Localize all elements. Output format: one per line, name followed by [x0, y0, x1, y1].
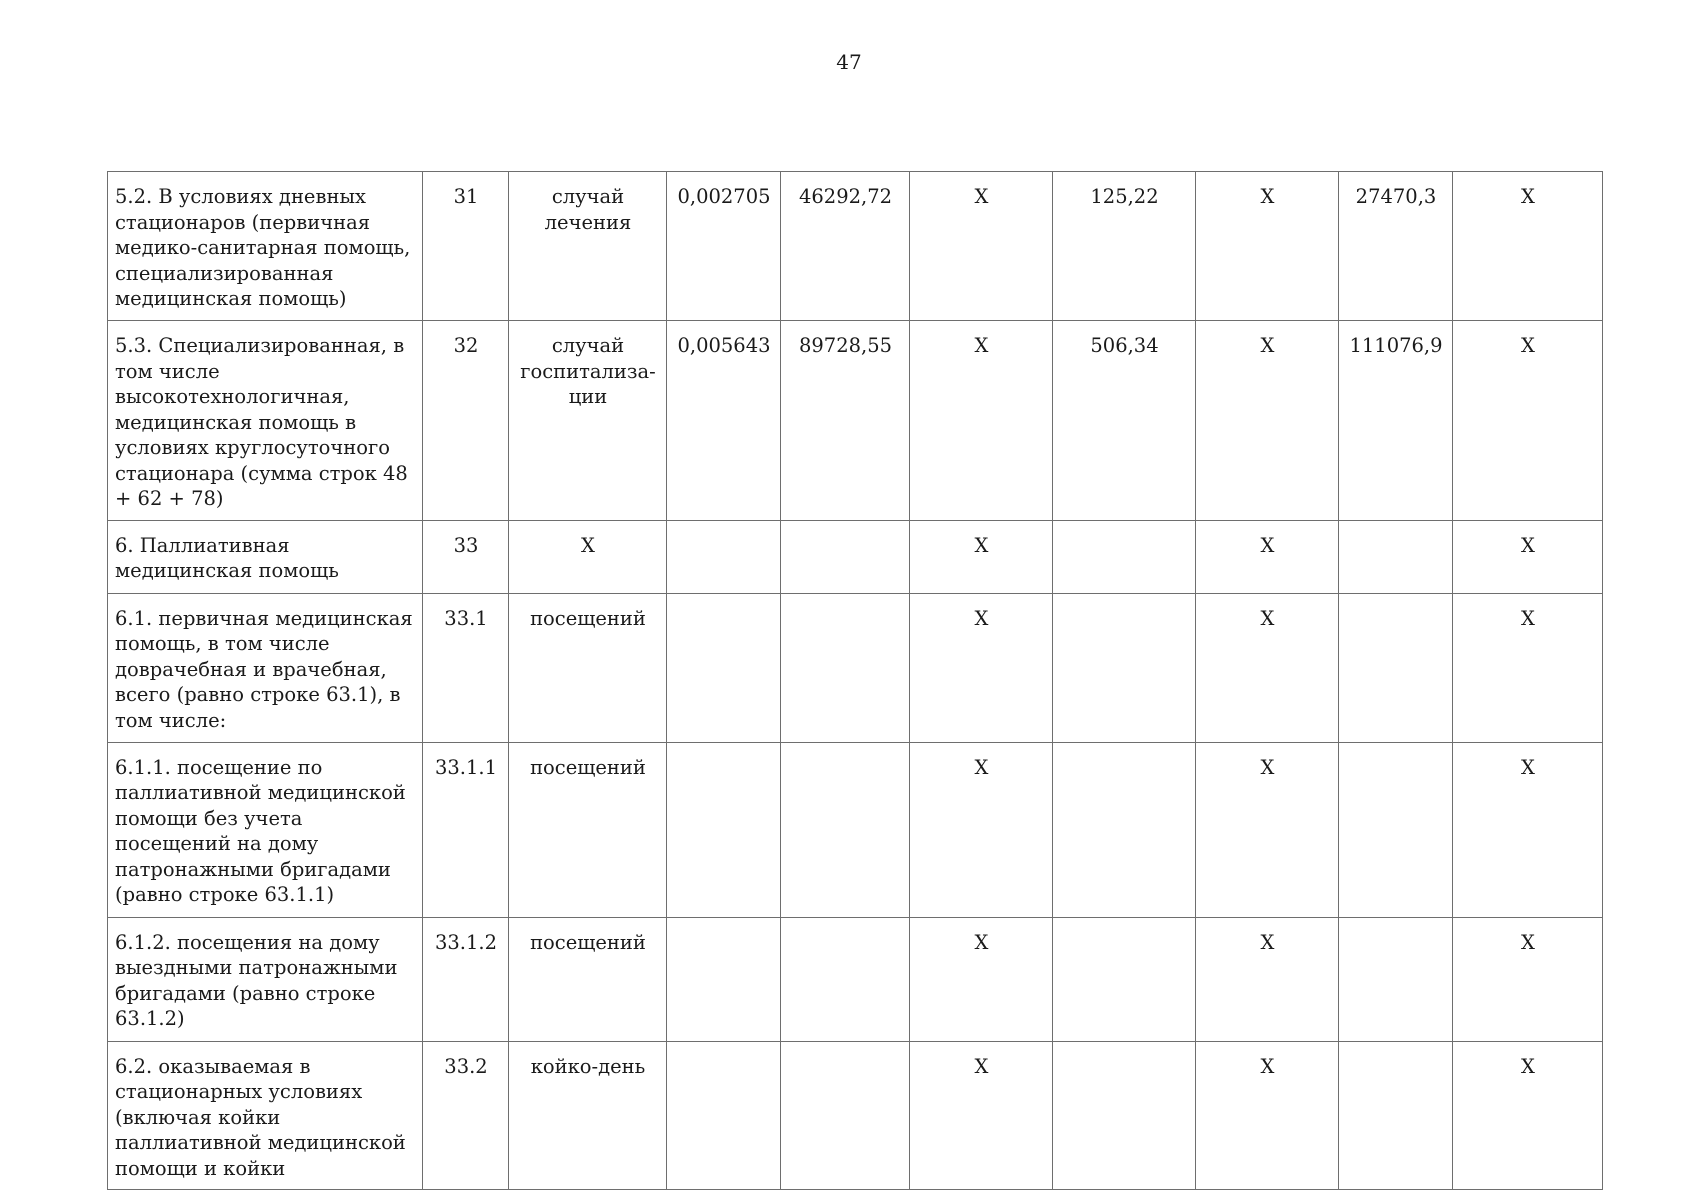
row-cell	[1339, 742, 1453, 917]
row-cell	[667, 917, 781, 1041]
row-unit: случай госпитализа- ции	[509, 321, 667, 521]
row-unit: посещений	[509, 593, 667, 742]
row-cell	[1053, 1041, 1196, 1190]
row-line-number: 33.1	[423, 593, 509, 742]
row-cell: 0,002705	[667, 172, 781, 321]
row-cell	[781, 520, 910, 593]
row-line-number: 33.2	[423, 1041, 509, 1190]
table-row	[108, 520, 1603, 593]
row-cell	[1053, 917, 1196, 1041]
row-cell	[1339, 917, 1453, 1041]
row-cell	[1053, 742, 1196, 917]
row-cell	[1339, 1041, 1453, 1190]
row-cell	[781, 1041, 910, 1190]
data-table	[107, 171, 1603, 1190]
row-cell	[1053, 520, 1196, 593]
row-line-number: 33.1.1	[423, 742, 509, 917]
row-description: 5.2. В условиях дневных стационаров (первичная медико-санитарная помощь, специализированная медицинская помощь)	[108, 172, 423, 321]
row-description: 6. Паллиативная медицинская помощь	[108, 520, 423, 593]
table-row	[108, 593, 1603, 742]
row-cell	[781, 593, 910, 742]
row-unit: посещений	[509, 742, 667, 917]
row-cell: 27470,3	[1339, 172, 1453, 321]
row-description: 6.2. оказываемая в стационарных условиях (включая койки паллиативной медицинской помощи и койки	[108, 1041, 423, 1190]
row-line-number: 33	[423, 520, 509, 593]
table-row	[108, 1041, 1603, 1190]
row-cell	[1339, 593, 1453, 742]
row-cell: X	[1453, 321, 1603, 521]
row-unit: X	[509, 520, 667, 593]
row-cell: X	[1453, 520, 1603, 593]
row-cell: X	[1196, 593, 1339, 742]
row-cell: X	[1453, 172, 1603, 321]
row-cell: X	[910, 917, 1053, 1041]
row-description: 6.1. первичная медицинская помощь, в том числе доврачебная и врачебная, всего (равно строке 63.1), в том числе:	[108, 593, 423, 742]
row-cell: X	[1196, 742, 1339, 917]
row-description: 5.3. Специализированная, в том числе высокотехнологичная, медицинская помощь в условиях круглосуточного стационара (сумма строк 48 + 62 + 78)	[108, 321, 423, 521]
row-unit: койко-день	[509, 1041, 667, 1190]
row-cell: X	[1196, 172, 1339, 321]
row-description: 6.1.1. посещение по паллиативной медицинской помощи без учета посещений на дому патронажными бригадами (равно строке 63.1.1)	[108, 742, 423, 917]
table-body	[108, 172, 1603, 1190]
table-row	[108, 917, 1603, 1041]
row-cell: X	[910, 172, 1053, 321]
table-row	[108, 172, 1603, 321]
row-cell: 506,34	[1053, 321, 1196, 521]
table-row	[108, 742, 1603, 917]
row-cell	[667, 520, 781, 593]
row-cell: X	[910, 742, 1053, 917]
row-cell: X	[1453, 742, 1603, 917]
row-line-number: 33.1.2	[423, 917, 509, 1041]
row-line-number: 31	[423, 172, 509, 321]
row-cell: X	[1453, 917, 1603, 1041]
row-cell: 89728,55	[781, 321, 910, 521]
row-cell: 0,005643	[667, 321, 781, 521]
row-cell: X	[1196, 1041, 1339, 1190]
row-cell	[667, 742, 781, 917]
row-cell: 46292,72	[781, 172, 910, 321]
table-row	[108, 321, 1603, 521]
row-cell: X	[910, 520, 1053, 593]
row-cell: 125,22	[1053, 172, 1196, 321]
row-cell: X	[910, 593, 1053, 742]
row-cell	[1339, 520, 1453, 593]
row-cell	[667, 1041, 781, 1190]
row-cell: X	[1196, 917, 1339, 1041]
row-cell: 111076,9	[1339, 321, 1453, 521]
row-cell: X	[1453, 1041, 1603, 1190]
row-cell	[667, 593, 781, 742]
row-line-number: 32	[423, 321, 509, 521]
row-description: 6.1.2. посещения на дому выездными патронажными бригадами (равно строке 63.1.2)	[108, 917, 423, 1041]
row-cell: X	[910, 321, 1053, 521]
row-cell	[781, 742, 910, 917]
row-cell: X	[1196, 520, 1339, 593]
row-unit: случай лечения	[509, 172, 667, 321]
row-cell: X	[1196, 321, 1339, 521]
page-number: 47	[836, 50, 862, 74]
row-cell: X	[1453, 593, 1603, 742]
row-unit: посещений	[509, 917, 667, 1041]
row-cell	[1053, 593, 1196, 742]
row-cell: X	[910, 1041, 1053, 1190]
row-cell	[781, 917, 910, 1041]
